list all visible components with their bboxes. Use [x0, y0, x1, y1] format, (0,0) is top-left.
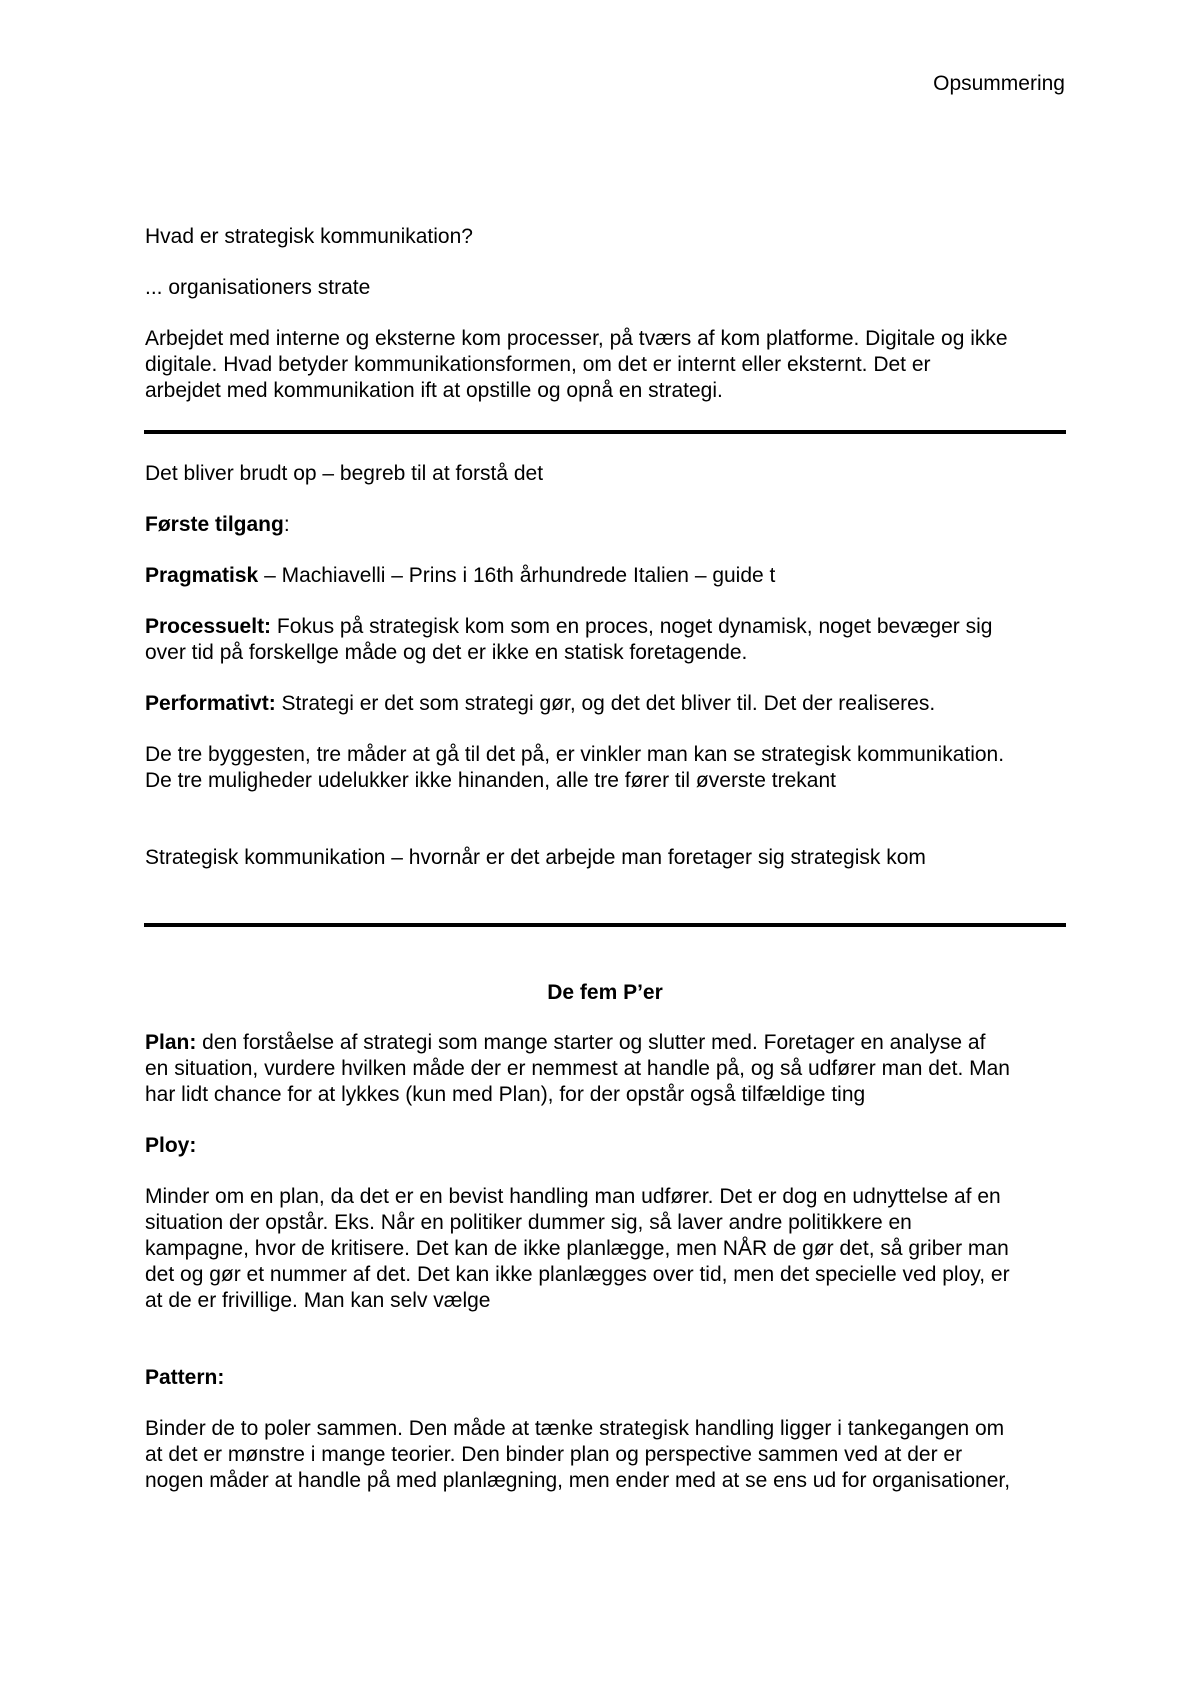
performativt-line — [145, 691, 935, 717]
horizontal-rule — [144, 923, 1066, 927]
paragraph-line: digitale. Hvad betyder kommunikationsformen, om det er internt eller eksternt. Det er — [145, 353, 931, 376]
plan-text: den forståelse af strategi som mange starter og slutter med. Foretager en analyse af — [196, 1031, 986, 1054]
paragraph-line: arbejdet med kommunikation ift at opstille og opnå en strategi. — [145, 379, 723, 402]
processuelt-line-2: over tid på forskellge måde og det er ikke en statisk foretagende. — [145, 641, 748, 664]
intro-line: Det bliver brudt op – begreb til at forstå det — [145, 462, 544, 485]
pattern-label — [145, 1365, 224, 1391]
first-access-label: Første tilgang — [145, 513, 284, 536]
processuelt-text: Fokus på strategisk kom som en proces, noget dynamisk, noget bevæger sig — [271, 615, 993, 638]
performativt-text: Strategi er det som strategi gør, og det det bliver til. Det der realiseres. — [275, 692, 936, 715]
pragmatisk-label: Pragmatisk — [145, 564, 259, 587]
subline: ... organisationers strate — [145, 276, 371, 299]
processuelt-line — [145, 614, 992, 640]
paragraph-line: en situation, vurdere hvilken måde der er nemmest at handle på, og så udfører man det. Man — [145, 1057, 1010, 1080]
pragmatisk-line — [145, 563, 775, 589]
paragraph-line: kampagne, hvor de kritisere. Det kan de ikke planlægge, men NÅR de gør det, så griber man — [145, 1237, 1009, 1260]
paragraph-line: Minder om en plan, da det er en bevist handling man udfører. Det er dog en udnyttelse af en — [145, 1185, 1001, 1208]
horizontal-rule — [144, 430, 1066, 434]
paragraph-line: har lidt chance for at lykkes (kun med Plan), for der opstår også tilfældige ting — [145, 1083, 866, 1106]
paragraph-line: situation der opstår. Eks. Når en politiker dummer sig, så laver andre politikkere en — [145, 1211, 912, 1234]
pragmatisk-text: – Machiavelli – Prins i 16th århundrede Italien – guide t — [258, 564, 776, 587]
paragraph-line: at det er mønstre i mange teorier. Den binder plan og perspective sammen ved at der er — [145, 1443, 963, 1466]
header-title: Opsummering — [933, 72, 1065, 95]
ploy-label-text: Ploy: — [145, 1134, 197, 1157]
paragraph-line: De tre muligheder udelukker ikke hinanden, alle tre fører til øverste trekant — [145, 769, 836, 792]
processuelt-label: Processuelt: — [145, 615, 272, 638]
paragraph-line: nogen måder at handle på med planlægning, men ender med at se ens ud for organisationer, — [145, 1469, 1011, 1492]
paragraph-line: De tre byggesten, tre måder at gå til det på, er vinkler man kan se strategisk kommunikation. — [145, 743, 1005, 766]
plan-line — [145, 1030, 985, 1056]
section-title: De fem P’er — [547, 981, 663, 1004]
first-access-suffix: : — [283, 513, 290, 536]
paragraph-line: at de er frivillige. Man kan selv vælge — [145, 1289, 491, 1312]
ploy-label — [145, 1133, 196, 1159]
performativt-label: Performativt: — [145, 692, 276, 715]
paragraph-line: Binder de to poler sammen. Den måde at tænke strategisk handling ligger i tankegangen om — [145, 1417, 1005, 1440]
paragraph-line: det og gør et nummer af det. Det kan ikke planlægges over tid, men det specielle ved ploy, er — [145, 1263, 1010, 1286]
question-heading: Hvad er strategisk kommunikation? — [145, 225, 473, 248]
first-access-line — [145, 512, 290, 538]
plan-label: Plan: — [145, 1031, 197, 1054]
strategisk-line: Strategisk kommunikation – hvornår er det arbejde man foretager sig strategisk kom — [145, 846, 926, 869]
pattern-label-text: Pattern: — [145, 1366, 225, 1389]
paragraph-line: Arbejdet med interne og eksterne kom processer, på tværs af kom platforme. Digitale og ikke — [145, 327, 1008, 350]
